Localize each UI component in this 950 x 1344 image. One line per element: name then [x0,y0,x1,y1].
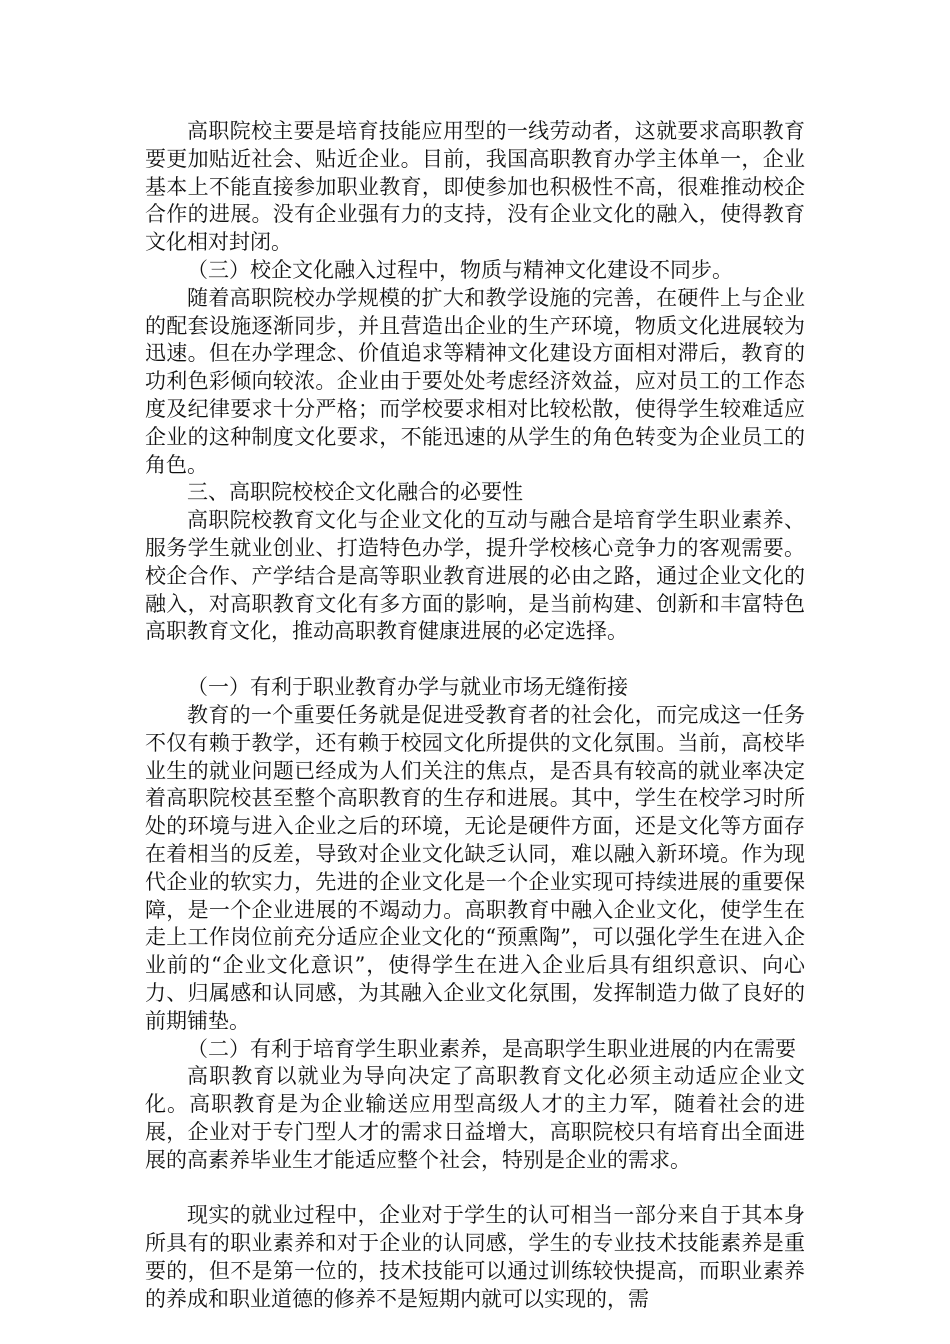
paragraph-necessity: 高职院校教育文化与企业文化的互动与融合是培育学生职业素养、服务学生就业创业、打造特色办学，提升学校核心竞争力的客观需要。校企合作、产学结合是高等职业教育进展的必由之路，通过企业文化的融入，对高职教育文化有多方面的影响，是当前构建、创新和丰富特色高职教育文化，推动高职教育健康进展的必定选择。 [145,508,805,644]
paragraph-material-spiritual: 随着高职院校办学规模的扩大和教学设施的完善，在硬件上与企业的配套设施逐渐同步，并且营造出企业的生产环境，物质文化进展较为迅速。但在办学理念、价值追求等精神文化建设方面相对滞后，教育的功利色彩倾向较浓。企业由于要处处考虑经济效益，应对员工的工作态度及纪律要求十分严格；而学校要求相对比较松散，使得学生较难适应企业的这种制度文化要求，不能迅速的从学生的角色转变为企业员工的角色。 [145,285,805,477]
paragraph-professional-quality: 现实的就业过程中，企业对于学生的认可相当一部分来自于其本身所具有的职业素养和对于企业的认同感，学生的专业技术技能素养是重要的，但不是第一位的，技术技能可以通过训练较快提高，而职业素养的养成和职业道德的修养不是短期内就可以实现的，需 [145,1203,805,1311]
section-heading-necessity: 三、高职院校校企文化融合的必要性 [187,480,523,505]
paragraph-employment-orientation: 高职教育以就业为导向决定了高职教育文化必须主动适应企业文化。高职教育是为企业输送应用型高级人才的主力军，随着社会的进展，企业对于专门型人才的需求日益增大，高职院校只有培育出全面进展的高素养毕业生才能适应整个社会，特别是企业的需求。 [145,1064,805,1172]
section-heading-1: （一）有利于职业教育办学与就业市场无缝衔接 [187,675,628,700]
paragraph-gap [145,646,805,674]
paragraph-socialization: 教育的一个重要任务就是促进受教育者的社会化，而完成这一任务不仅有赖于教学，还有赖于校园文化所提供的文化氛围。当前，高校毕业生的就业问题已经成为人们关注的焦点，是否具有较高的就业率决定着高职院校甚至整个高职教育的生存和进展。其中，学生在校学习时所处的环境与进入企业之后的环境，无论是硬件方面，还是文化等方面存在着相当的反差，导致对企业文化缺乏认同，难以融入新环境。作为现代企业的软实力，先进的企业文化是一个企业实现可持续进展的重要保障，是一个企业进展的不竭动力。高职教育中融入企业文化，使学生在走上工作岗位前充分适应企业文化的“预熏陶”，可以强化学生在进入企业前的“企业文化意识”，使得学生在进入企业后具有组织意识、向心力、归属感和认同感，为其融入企业文化氛围，发挥制造力做了良好的前期铺垫。 [145,702,805,1033]
section-heading-2: （二）有利于培育学生职业素养，是高职学生职业进展的内在需要 [187,1036,796,1061]
paragraph-gap [145,1174,805,1202]
paragraph-school-enterprise-background: 高职院校主要是培育技能应用型的一线劳动者，这就要求高职教育要更加贴近社会、贴近企业。目前，我国高职教育办学主体单一，企业基本上不能直接参加职业教育，即使参加也积极性不高，很难推动校企合作的进展。没有企业强有力的支持，没有企业文化的融入，使得教育文化相对封闭。 [145,119,805,255]
document-page [145,118,805,1314]
section-heading-3: （三）校企文化融入过程中，物质与精神文化建设不同步。 [187,257,733,282]
